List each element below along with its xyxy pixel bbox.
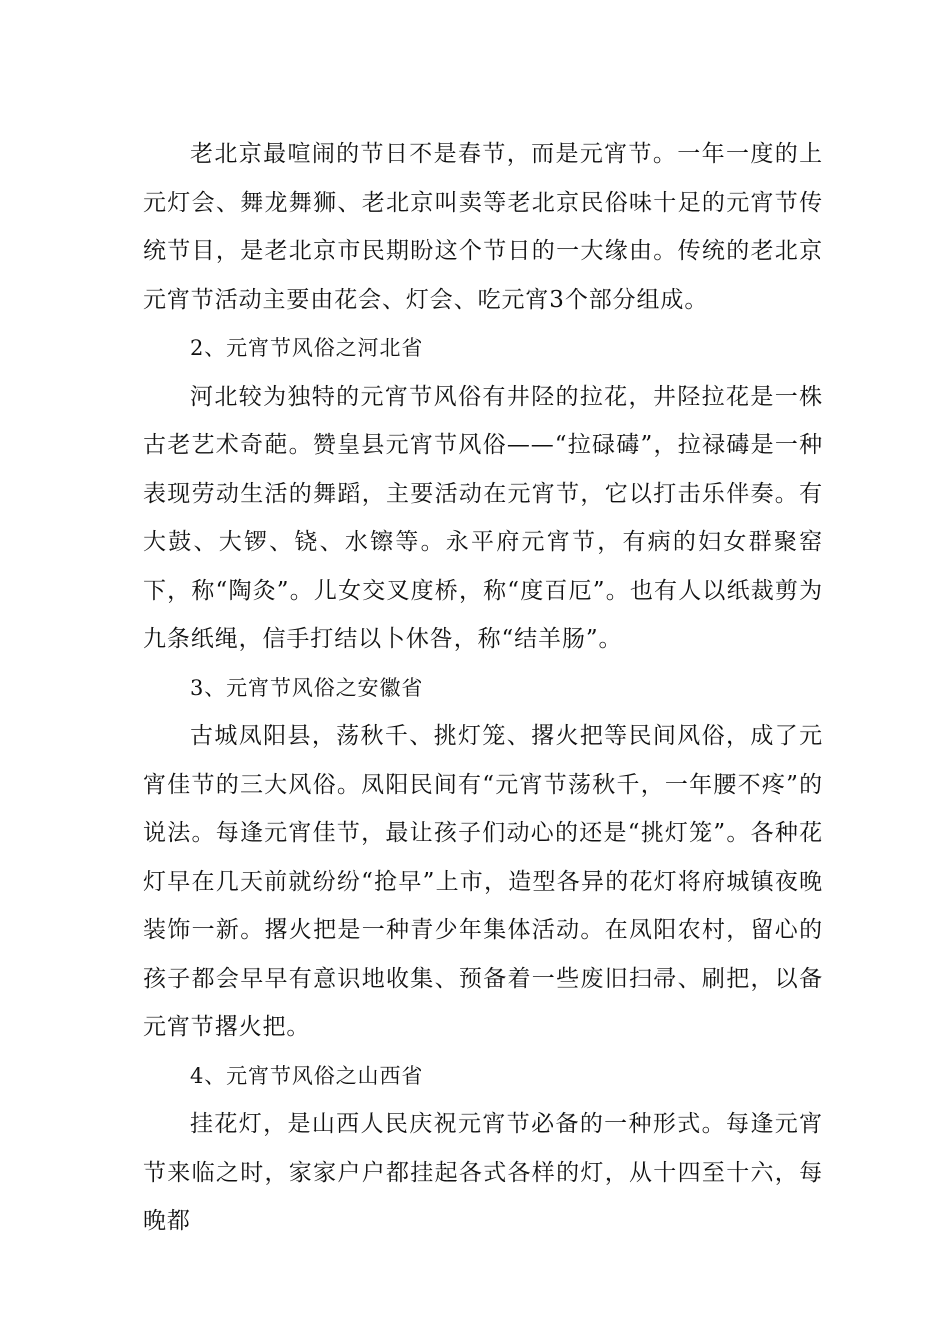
section-heading-hebei: 2、元宵节风俗之河北省 [190,336,424,360]
paragraph-anhui: 古城凤阳县，荡秋千、挑灯笼、撂火把等民间风俗，成了元宵佳节的三大风俗。凤阳民间有“元宵节荡秋千，一年腰不疼”的说法。每逢元宵佳节，最让孩子们动心的还是“挑灯笼”。各种花灯早在几天前就纷纷“抢早”上市，造型各异的花灯将府城镇夜晚装饰一新。撂火把是一种青少年集体活动。在凤阳农村，留心的孩子都会早早有意识地收集、预备着一些废旧扫帚、刷把，以备元宵节撂火把。 [143,723,823,1040]
document-body [143,130,823,1246]
section-heading-shanxi: 4、元宵节风俗之山西省 [190,1063,424,1088]
paragraph-beijing: 老北京最喧闹的节日不是春节，而是元宵节。一年一度的上元灯会、舞龙舞狮、老北京叫卖等老北京民俗味十足的元宵节传统节目，是老北京市民期盼这个节日的一大缘由。传统的老北京元宵节活动主要由花会、灯会、吃元宵3个部分组成。 [143,141,823,313]
section-heading-anhui: 3、元宵节风俗之安徽省 [190,675,424,700]
paragraph-shanxi: 挂花灯，是山西人民庆祝元宵节必备的一种形式。每逢元宵节来临之时，家家户户都挂起各式各样的灯，从十四至十六，每晚都 [143,1111,823,1234]
paragraph-hebei: 河北较为独特的元宵节风俗有井陉的拉花，井陉拉花是一株古老艺术奇葩。赞皇县元宵节风俗——“拉碌碡”，拉禄碡是一种表现劳动生活的舞蹈，主要活动在元宵节，它以打击乐伴奏。有大鼓、大锣、铙、水镲等。永平府元宵节，有病的妇女群聚窑下，称“陶灸”。儿女交叉度桥，称“度百厄”。也有人以纸裁剪为九条纸绳，信手打结以卜休咎，称“结羊肠”。 [143,383,823,652]
